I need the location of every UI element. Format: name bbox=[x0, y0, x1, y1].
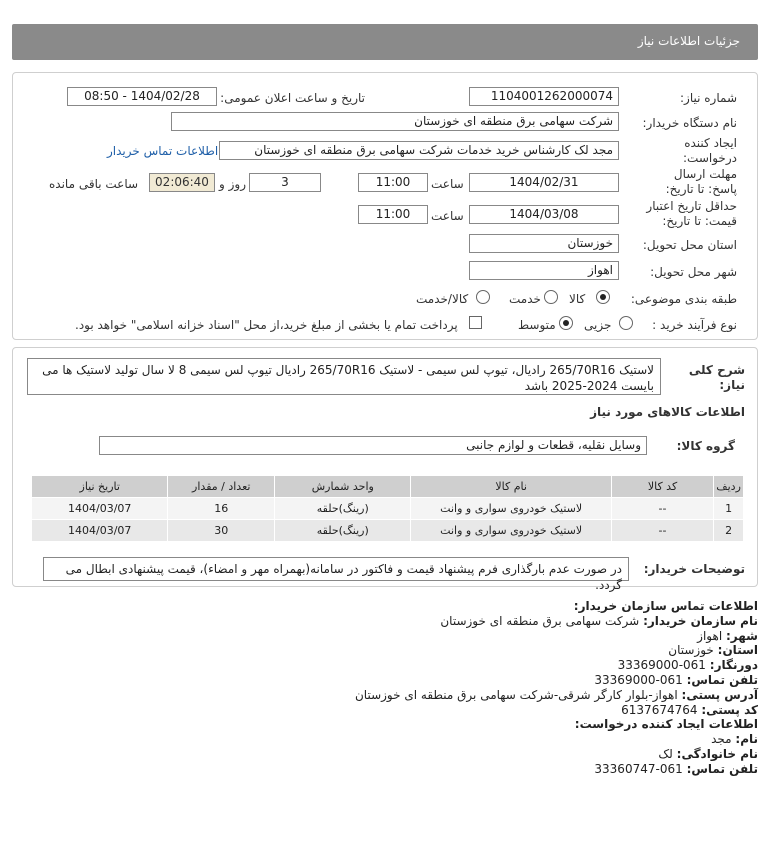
category-radio-goods-service[interactable] bbox=[476, 290, 490, 304]
buyer-notes-label: توضیحات خریدار: bbox=[643, 562, 745, 576]
org-contact-title: اطلاعات تماس سازمان خریدار: bbox=[573, 599, 758, 613]
org-name-label: نام سازمان خریدار: bbox=[643, 613, 758, 628]
treasury-checkbox[interactable] bbox=[469, 316, 482, 329]
validity-time-field[interactable]: 11:00 bbox=[358, 205, 428, 224]
table-row[interactable] bbox=[32, 520, 744, 542]
row-number: 1 bbox=[714, 498, 744, 520]
category-radio-goods[interactable] bbox=[596, 290, 610, 304]
unit: (رینگ)حلقه bbox=[275, 498, 411, 520]
contact-province-label: استان: bbox=[717, 643, 758, 658]
announce-datetime-field[interactable]: 1404/02/28 - 08:50 bbox=[67, 87, 217, 106]
phone: 061-33369000 bbox=[594, 672, 683, 687]
need-number-label: شماره نیاز: bbox=[680, 91, 737, 105]
goods-info-title: اطلاعات کالاهای مورد نیاز bbox=[590, 405, 745, 419]
buyer-org-label: نام دستگاه خریدار: bbox=[642, 116, 737, 130]
goods-code: -- bbox=[611, 498, 713, 520]
col-need-date: تاریخ نیاز bbox=[32, 476, 168, 498]
col-unit: واحد شمارش bbox=[275, 476, 411, 498]
goods-table-header bbox=[32, 476, 744, 498]
days-field[interactable]: 3 bbox=[249, 173, 321, 192]
reply-date-field[interactable]: 1404/02/31 bbox=[469, 173, 619, 192]
validity-date-field[interactable]: 1404/03/08 bbox=[469, 205, 619, 224]
unit: (رینگ)حلقه bbox=[275, 520, 411, 542]
province-field[interactable]: خوزستان bbox=[469, 234, 619, 253]
first-name: مجد bbox=[711, 732, 732, 747]
last-name: لک bbox=[658, 746, 673, 761]
announce-label: تاریخ و ساعت اعلان عمومی: bbox=[220, 91, 365, 105]
category-label: طبقه بندی موضوعی: bbox=[630, 292, 737, 306]
col-quantity: تعداد / مقدار bbox=[168, 476, 275, 498]
need-number-field[interactable]: 1104001262000074 bbox=[469, 87, 619, 106]
process-option-medium: متوسط bbox=[518, 318, 556, 332]
category-option-goods: کالا bbox=[569, 292, 586, 306]
quantity: 16 bbox=[168, 498, 275, 520]
contact-city: اهواز bbox=[697, 628, 723, 643]
first-name-label: نام: bbox=[735, 732, 758, 747]
buyer-notes-text: در صورت عدم بارگذاری فرم پیشنهاد قیمت و فاکتور در سامانه(بهمراه مهر و امضاء)، قیمت پیشنهادی ابطال می گردد. bbox=[43, 557, 629, 581]
remaining-label: ساعت باقی مانده bbox=[49, 177, 139, 191]
contact-info bbox=[18, 599, 758, 777]
col-goods-name: نام کالا bbox=[411, 476, 611, 498]
process-radio-minor[interactable] bbox=[619, 316, 633, 330]
province-label: استان محل تحویل: bbox=[642, 238, 737, 252]
validity-label: حداقل تاریخ اعتبار قیمت: تا تاریخ: bbox=[646, 199, 737, 228]
treasury-note: پرداخت تمام یا بخشی از مبلغ خرید،از محل "اسناد خزانه اسلامی" خواهد بود. bbox=[75, 318, 458, 332]
fax: 061-33369000 bbox=[617, 658, 706, 673]
goods-group-label: گروه کالا: bbox=[676, 439, 735, 453]
row-number: 2 bbox=[714, 520, 744, 542]
reply-deadline-label: مهلت ارسال پاسخ: تا تاریخ: bbox=[665, 167, 737, 196]
postal-label: کد پستی: bbox=[701, 702, 758, 717]
creator-contact-title: اطلاعات ایجاد کننده درخواست: bbox=[574, 717, 758, 732]
buyer-contact-link[interactable]: اطلاعات تماس خریدار bbox=[107, 144, 219, 158]
process-option-minor: جزیی bbox=[584, 318, 612, 332]
category-radio-service[interactable] bbox=[544, 290, 558, 304]
creator-phone: 061-33360747 bbox=[594, 761, 683, 776]
process-label: نوع فرآیند خرید : bbox=[652, 318, 737, 332]
city-field[interactable]: اهواز bbox=[469, 261, 619, 280]
col-goods-code: کد کالا bbox=[611, 476, 713, 498]
contact-province: خوزستان bbox=[668, 643, 714, 658]
creator-phone-label: تلفن تماس: bbox=[686, 761, 758, 776]
page-header bbox=[12, 24, 758, 60]
need-summary-panel bbox=[12, 347, 758, 592]
quantity: 30 bbox=[168, 520, 275, 542]
need-date: 1404/03/07 bbox=[32, 498, 168, 520]
validity-time-label: ساعت bbox=[431, 209, 464, 223]
reply-time-field[interactable]: 11:00 bbox=[358, 173, 428, 192]
goods-group-field[interactable]: وسایل نقلیه، قطعات و لوازم جانبی bbox=[99, 436, 647, 455]
category-option-goods-service: کالا/خدمت bbox=[416, 292, 469, 306]
goods-name: لاستیک خودروی سواری و وانت bbox=[411, 498, 611, 520]
category-option-service: خدمت bbox=[509, 292, 541, 306]
last-name-label: نام خانوادگی: bbox=[676, 746, 758, 761]
creator-label: ایجاد کننده درخواست: bbox=[683, 136, 737, 165]
fax-label: دورنگار: bbox=[709, 658, 758, 673]
need-date: 1404/03/07 bbox=[32, 520, 168, 542]
remaining-time-field: 02:06:40 bbox=[149, 173, 215, 192]
goods-name: لاستیک خودروی سواری و وانت bbox=[411, 520, 611, 542]
creator-field[interactable]: مجد لک کارشناس خرید خدمات شرکت سهامی برق منطقه ای خوزستان bbox=[219, 141, 619, 160]
page-title: جزئیات اطلاعات نیاز bbox=[637, 34, 740, 48]
table-row[interactable] bbox=[32, 498, 744, 520]
summary-label: شرح کلی نیاز: bbox=[688, 363, 745, 392]
reply-time-label: ساعت bbox=[431, 177, 464, 191]
summary-text: لاستیک 265/70R16 رادیال، تیوپ لس سیمی - لاستیک 265/70R16 رادیال تیوپ لس سیمی 8 لا سال تولید لاستیک ها می بایست 2024-2025 باشد bbox=[27, 358, 661, 395]
postal-code: 6137674764 bbox=[621, 702, 698, 717]
col-row-number: ردیف bbox=[714, 476, 744, 498]
address-label: آدرس پستی: bbox=[681, 687, 758, 702]
buyer-org-field[interactable]: شرکت سهامی برق منطقه ای خوزستان bbox=[171, 112, 619, 131]
goods-table bbox=[31, 475, 744, 542]
need-details-panel bbox=[12, 72, 758, 340]
days-label: روز و bbox=[219, 177, 246, 191]
org-name: شرکت سهامی برق منطقه ای خوزستان bbox=[440, 613, 640, 628]
address: اهواز-بلوار کارگر شرقی-شرکت سهامی برق منطقه ای خوزستان bbox=[354, 687, 678, 702]
city-label: شهر محل تحویل: bbox=[650, 265, 737, 279]
phone-label: تلفن تماس: bbox=[686, 672, 758, 687]
process-radio-medium[interactable] bbox=[559, 316, 573, 330]
contact-city-label: شهر: bbox=[726, 628, 758, 643]
goods-code: -- bbox=[611, 520, 713, 542]
